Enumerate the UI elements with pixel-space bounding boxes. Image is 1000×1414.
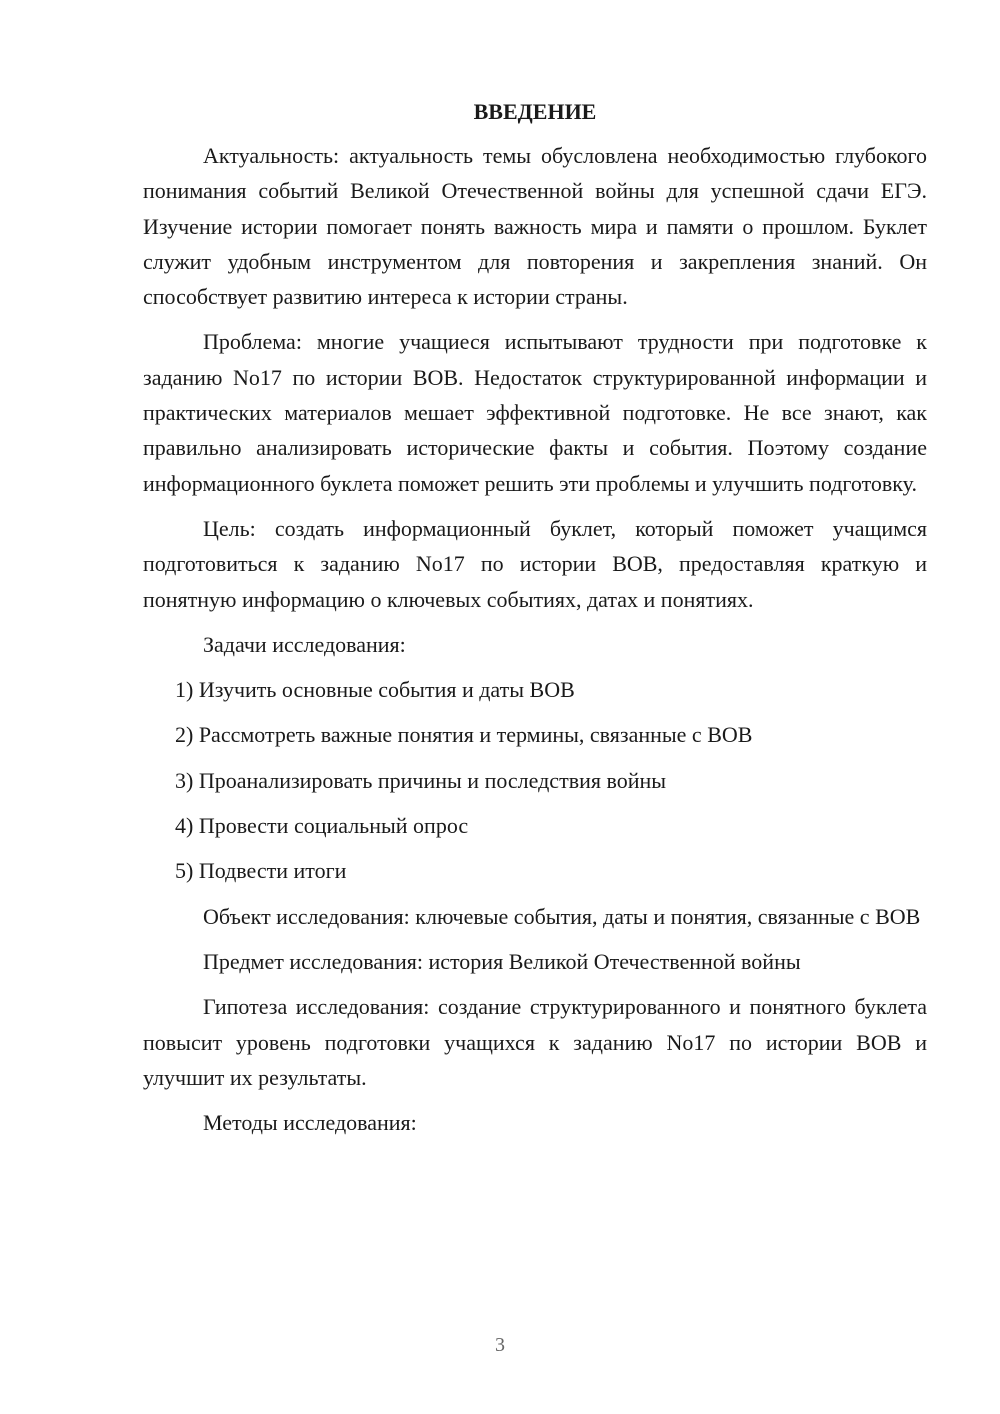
relevance-paragraph: Актуальность: актуальность темы обусловлена необходимостью глубокого понимания событий Великой Отечественной войны для успешной сдачи ЕГЭ. Изучение истории помогает понять важность мира и памяти о прошлом. Буклет служит удобным инструментом для повторения и закрепления знаний. Он способствует развитию интереса к истории страны. <box>143 143 927 310</box>
problem-paragraph: Проблема: многие учащиеся испытывают трудности при подготовке к заданию No17 по истории ВОВ. Недостаток структурированной информации и практических материалов мешает эффективной подготовке. Не все знают, как правильно анализировать исторические факты и события. Поэтому создание информационного буклета поможет решить эти проблемы и улучшить подготовку. <box>143 329 927 496</box>
subject-paragraph: Предмет исследования: история Великой Отечественной войны <box>203 948 801 974</box>
hypothesis-paragraph: Гипотеза исследования: создание структурированного и понятного буклета повысит уровень подготовки учащихся к заданию No17 по истории ВОВ и улучшит их результаты. <box>143 994 927 1090</box>
object-paragraph: Объект исследования: ключевые события, даты и понятия, связанные с ВОВ <box>203 903 921 929</box>
goal-paragraph: Цель: создать информационный буклет, который поможет учащимся подготовиться к заданию No17 по истории ВОВ, предоставляя краткую и понятную информацию о ключевых событиях, датах и понятиях. <box>143 515 927 612</box>
task-item: 1) Изучить основные события и даты ВОВ <box>175 677 575 703</box>
task-item: 2) Рассмотреть важные понятия и термины, связанные с ВОВ <box>175 722 753 748</box>
page-content <box>143 94 927 1150</box>
tasks-list <box>143 672 927 888</box>
methods-heading: Методы исследования: <box>203 1110 417 1136</box>
page-number: 3 <box>495 1334 505 1356</box>
page-title: ВВЕДЕНИЕ <box>473 99 597 124</box>
task-item: 4) Провести социальный опрос <box>175 813 469 839</box>
task-item: 3) Проанализировать причины и последствия войны <box>175 767 667 793</box>
tasks-heading: Задачи исследования: <box>203 631 406 657</box>
task-item: 5) Подвести итоги <box>175 858 347 884</box>
